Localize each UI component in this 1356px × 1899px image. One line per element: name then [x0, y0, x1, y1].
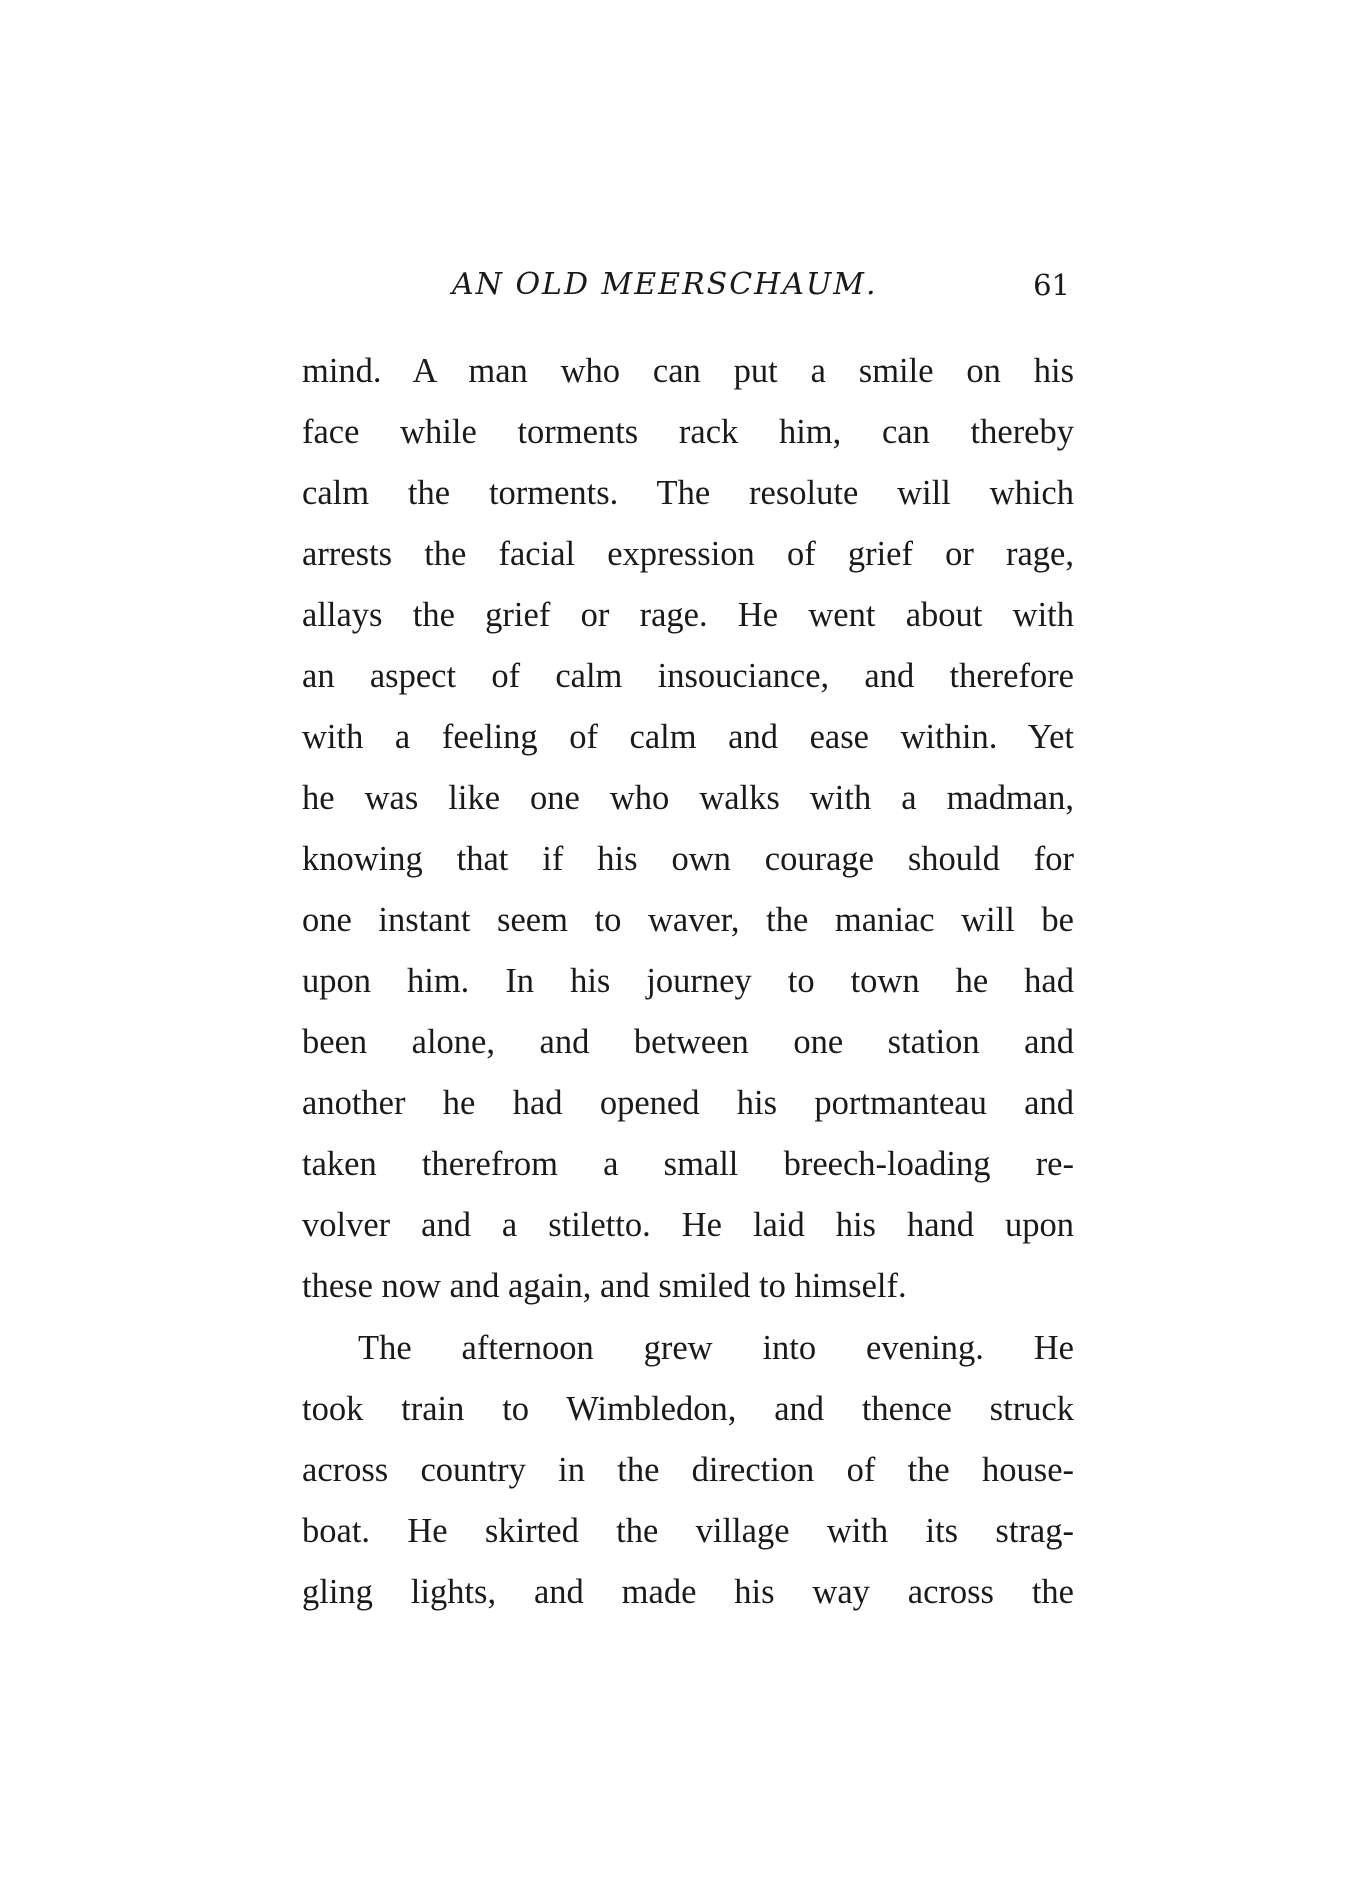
body-text	[302, 341, 1074, 1623]
page-number: 61	[1033, 268, 1070, 302]
text-line: taken therefrom a small breech-loading re-	[302, 1145, 1074, 1183]
running-header	[302, 262, 1074, 308]
text-line: another he had opened his portmanteau and	[302, 1084, 1074, 1122]
text-line: gling lights, and made his way across the	[302, 1573, 1074, 1611]
text-line: volver and a stiletto. He laid his hand upon	[302, 1206, 1074, 1244]
text-line: arrests the facial expression of grief or rage,	[302, 535, 1074, 573]
text-line: mind. A man who can put a smile on his	[302, 352, 1074, 390]
text-line: knowing that if his own courage should for	[302, 840, 1074, 878]
paragraph-2	[302, 1318, 1074, 1623]
text-line: across country in the direction of the house-	[302, 1451, 1074, 1489]
text-line: boat. He skirted the village with its strag-	[302, 1512, 1074, 1550]
text-line: took train to Wimbledon, and thence struck	[302, 1390, 1074, 1428]
text-line: one instant seem to waver, the maniac will be	[302, 901, 1074, 939]
text-line: been alone, and between one station and	[302, 1023, 1074, 1061]
paragraph-1	[302, 341, 1074, 1317]
text-line: upon him. In his journey to town he had	[302, 962, 1074, 1000]
text-line: The afternoon grew into evening. He	[358, 1329, 1074, 1367]
text-line: with a feeling of calm and ease within. Yet	[302, 718, 1074, 756]
text-line: face while torments rack him, can thereby	[302, 413, 1074, 451]
text-line: he was like one who walks with a madman,	[302, 779, 1074, 817]
running-title: AN OLD MEERSCHAUM.	[452, 267, 878, 302]
text-line: allays the grief or rage. He went about with	[302, 596, 1074, 634]
text-line: calm the torments. The resolute will which	[302, 474, 1074, 512]
text-line: an aspect of calm insouciance, and therefore	[302, 657, 1074, 695]
text-line: these now and again, and smiled to himself.	[302, 1267, 907, 1305]
